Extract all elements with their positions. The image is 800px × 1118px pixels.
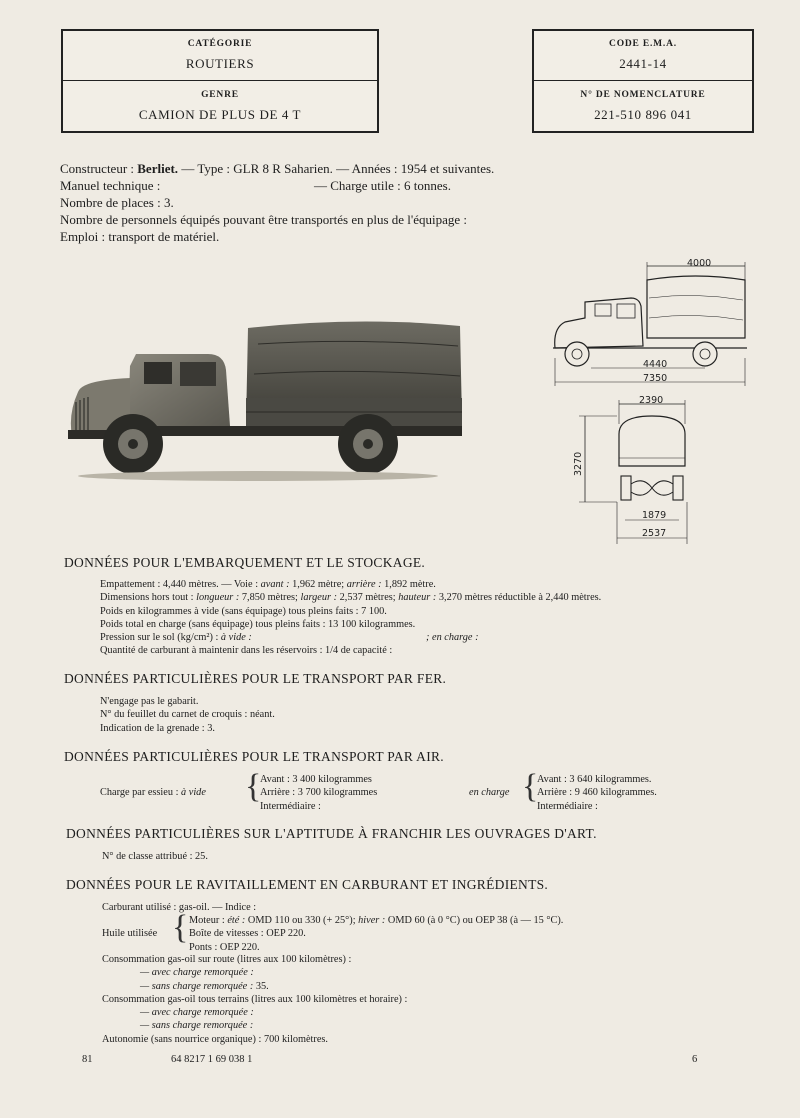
ground-pressure-line xyxy=(100,631,601,644)
fuel-quantity-line: Quantité de carburant à maintenir dans les réservoirs : 1/4 de capacité : xyxy=(100,645,393,657)
seats-line: Nombre de places : 3. xyxy=(60,195,174,210)
dim-height: 3270 xyxy=(573,451,584,476)
text: 7,850 mètres; xyxy=(239,592,301,604)
manual-label: Manuel technique : xyxy=(60,178,161,193)
text: avant : xyxy=(260,579,290,590)
divider xyxy=(63,80,377,81)
loaded-rear: Arrière : 9 460 kilogrammes. xyxy=(537,787,657,799)
section-bridges-body xyxy=(102,850,208,863)
text: 35. xyxy=(253,980,269,992)
class-line: N° de classe attribué : 25. xyxy=(102,851,208,862)
section-title-bridges: DONNÉES PARTICULIÈRES SUR L'APTITUDE À FRANCHIR LES OUVRAGES D'ART. xyxy=(66,826,597,841)
oil-gearbox: Boîte de vitesses : OEP 220. xyxy=(189,928,306,940)
manual-line xyxy=(60,177,494,194)
text: 1,892 mètre. xyxy=(381,579,436,590)
category-label: CATÉGORIE xyxy=(187,39,253,49)
footer-code: 64 8217 1 69 038 1 xyxy=(171,1054,253,1065)
text: — avec charge remorquée : xyxy=(140,967,254,979)
code-label: CODE E.M.A. xyxy=(609,39,677,49)
text: 3,270 mètres réductible à 2,440 mètres. xyxy=(436,592,602,604)
section-embarkation-body xyxy=(100,578,601,658)
oil-engine xyxy=(189,914,563,927)
empty-front: Avant : 3 400 kilogrammes xyxy=(260,774,372,785)
genre-label: GENRE xyxy=(201,90,239,100)
oil-label: Huile utilisée xyxy=(102,928,158,939)
offroad-without-trailer xyxy=(102,1019,407,1032)
code-value: 2441-14 xyxy=(619,56,667,71)
dimension-drawing xyxy=(545,258,755,548)
loaded-weight-line: Poids total en charge (sans équipage) tous pleins faits : 13 100 kilogrammes. xyxy=(100,618,416,630)
footer-page-number: 6 xyxy=(692,1054,698,1065)
text: Dimensions hors tout : xyxy=(100,592,197,604)
category-value: ROUTIERS xyxy=(185,56,255,71)
usage-line: Emploi : transport de matériel. xyxy=(60,229,220,244)
footer-page-ref: 81 xyxy=(82,1054,93,1065)
section-title-supply: DONNÉES POUR LE RAVITAILLEMENT EN CARBURANT ET INGRÉDIENTS. xyxy=(66,877,549,892)
personnel-line: Nombre de personnels équipés pouvant être transportés en plus de l'équipage : xyxy=(60,212,468,227)
dim-track-overall: 2537 xyxy=(642,528,667,539)
text: — sans charge remorquée : xyxy=(140,980,254,992)
wheelbase-line xyxy=(100,578,601,591)
text: été : xyxy=(227,915,246,926)
text: Empattement : 4,440 mètres. — Voie : xyxy=(100,579,261,590)
nomenclature-value: 221-510 896 041 xyxy=(594,107,692,122)
dim-wheelbase: 4440 xyxy=(643,359,668,370)
dim-cargo-length: 4000 xyxy=(687,258,712,269)
section-rail-body xyxy=(100,695,275,735)
axle-load-label xyxy=(100,786,206,799)
text: à vide xyxy=(181,787,206,798)
text: en charge xyxy=(469,787,510,798)
divider xyxy=(534,80,752,81)
code-box xyxy=(532,29,754,133)
range-line: Autonomie (sans nourrice organique) : 700 kilomètres. xyxy=(102,1033,329,1045)
loaded-front: Avant : 3 640 kilogrammes. xyxy=(537,774,652,785)
text: 1,962 mètre; xyxy=(289,579,347,590)
type-years: — Type : GLR 8 R Saharien. — Années : 1954 et suivantes. xyxy=(178,161,495,176)
brace-empty: { xyxy=(245,768,262,805)
text: OMD 110 ou 330 (+ 25°); xyxy=(245,915,359,926)
text: Pression sur le sol (kg/cm²) : xyxy=(100,632,221,644)
brace-oil: { xyxy=(172,909,189,946)
payload: — Charge utile : 6 tonnes. xyxy=(314,178,451,193)
front-view xyxy=(579,400,687,544)
axle-load-loaded xyxy=(537,773,657,813)
text: longueur : xyxy=(196,592,240,604)
loaded-middle: Intermédiaire : xyxy=(537,800,598,812)
section-title-embarkation: DONNÉES POUR L'EMBARQUEMENT ET LE STOCKAGE. xyxy=(64,555,426,570)
consumption-road: Consommation gas-oil sur route (litres aux 100 kilomètres) : xyxy=(102,954,352,965)
text: à vide : xyxy=(220,632,252,644)
text: — avec charge remorquée : xyxy=(140,1007,254,1019)
empty-rear: Arrière : 3 700 kilogrammes xyxy=(260,787,378,799)
constructor-label: Constructeur : xyxy=(60,161,138,176)
text: 2,537 mètres; xyxy=(337,592,399,604)
text: Moteur : xyxy=(189,915,228,926)
dim-overall-length: 7350 xyxy=(643,373,668,384)
text: hauteur : xyxy=(398,592,437,604)
text: largeur : xyxy=(300,592,338,604)
dimensions-line xyxy=(100,591,601,604)
gauge-line: N'engage pas le gabarit. xyxy=(100,696,199,707)
axle-load-empty xyxy=(260,773,377,813)
oil-axles: Ponts : OEP 220. xyxy=(189,941,260,953)
text: Carburant utilisé : gas-oil. — Indice : xyxy=(102,902,257,913)
genre-value: CAMION DE PLUS DE 4 T xyxy=(138,107,302,122)
loaded-label xyxy=(469,786,510,799)
empty-middle: Intermédiaire : xyxy=(260,800,321,812)
road-with-trailer xyxy=(102,966,407,979)
empty-weight-line: Poids en kilogrammes à vide (sans équipage) tous pleins faits : 7 100. xyxy=(100,605,387,617)
text: OMD 60 (à 0 °C) ou OEP 38 (à — 15 °C). xyxy=(385,915,564,926)
consumption-block xyxy=(102,953,407,1046)
constructor-line xyxy=(60,160,494,177)
oil-list xyxy=(189,914,563,954)
text: Charge par essieu : xyxy=(100,787,182,798)
section-title-air: DONNÉES PARTICULIÈRES POUR LE TRANSPORT PAR AIR. xyxy=(64,749,444,764)
offroad-with-trailer xyxy=(102,1006,407,1019)
category-box xyxy=(61,29,379,133)
constructor-name: Berliet. xyxy=(137,161,179,176)
text: — sans charge remorquée : xyxy=(140,1020,254,1032)
nomenclature-label: N° DE NOMENCLATURE xyxy=(580,90,706,100)
section-title-rail: DONNÉES PARTICULIÈRES POUR LE TRANSPORT PAR FER. xyxy=(64,671,447,686)
dim-track-front: 1879 xyxy=(642,510,667,521)
text: hiver : xyxy=(358,915,386,926)
truck-photo xyxy=(58,314,468,489)
grenade-line: Indication de la grenade : 3. xyxy=(100,722,215,734)
consumption-offroad: Consommation gas-oil tous terrains (litres aux 100 kilomètres et horaire) : xyxy=(102,993,408,1005)
dim-width: 2390 xyxy=(639,395,664,406)
sketch-sheet-line: N° du feuillet du carnet de croquis : néant. xyxy=(100,709,275,721)
text: ; en charge : xyxy=(426,632,479,644)
text: arrière : xyxy=(346,579,382,590)
intro-block xyxy=(60,160,494,245)
brace-loaded: { xyxy=(522,768,539,805)
road-without-trailer xyxy=(102,980,407,993)
